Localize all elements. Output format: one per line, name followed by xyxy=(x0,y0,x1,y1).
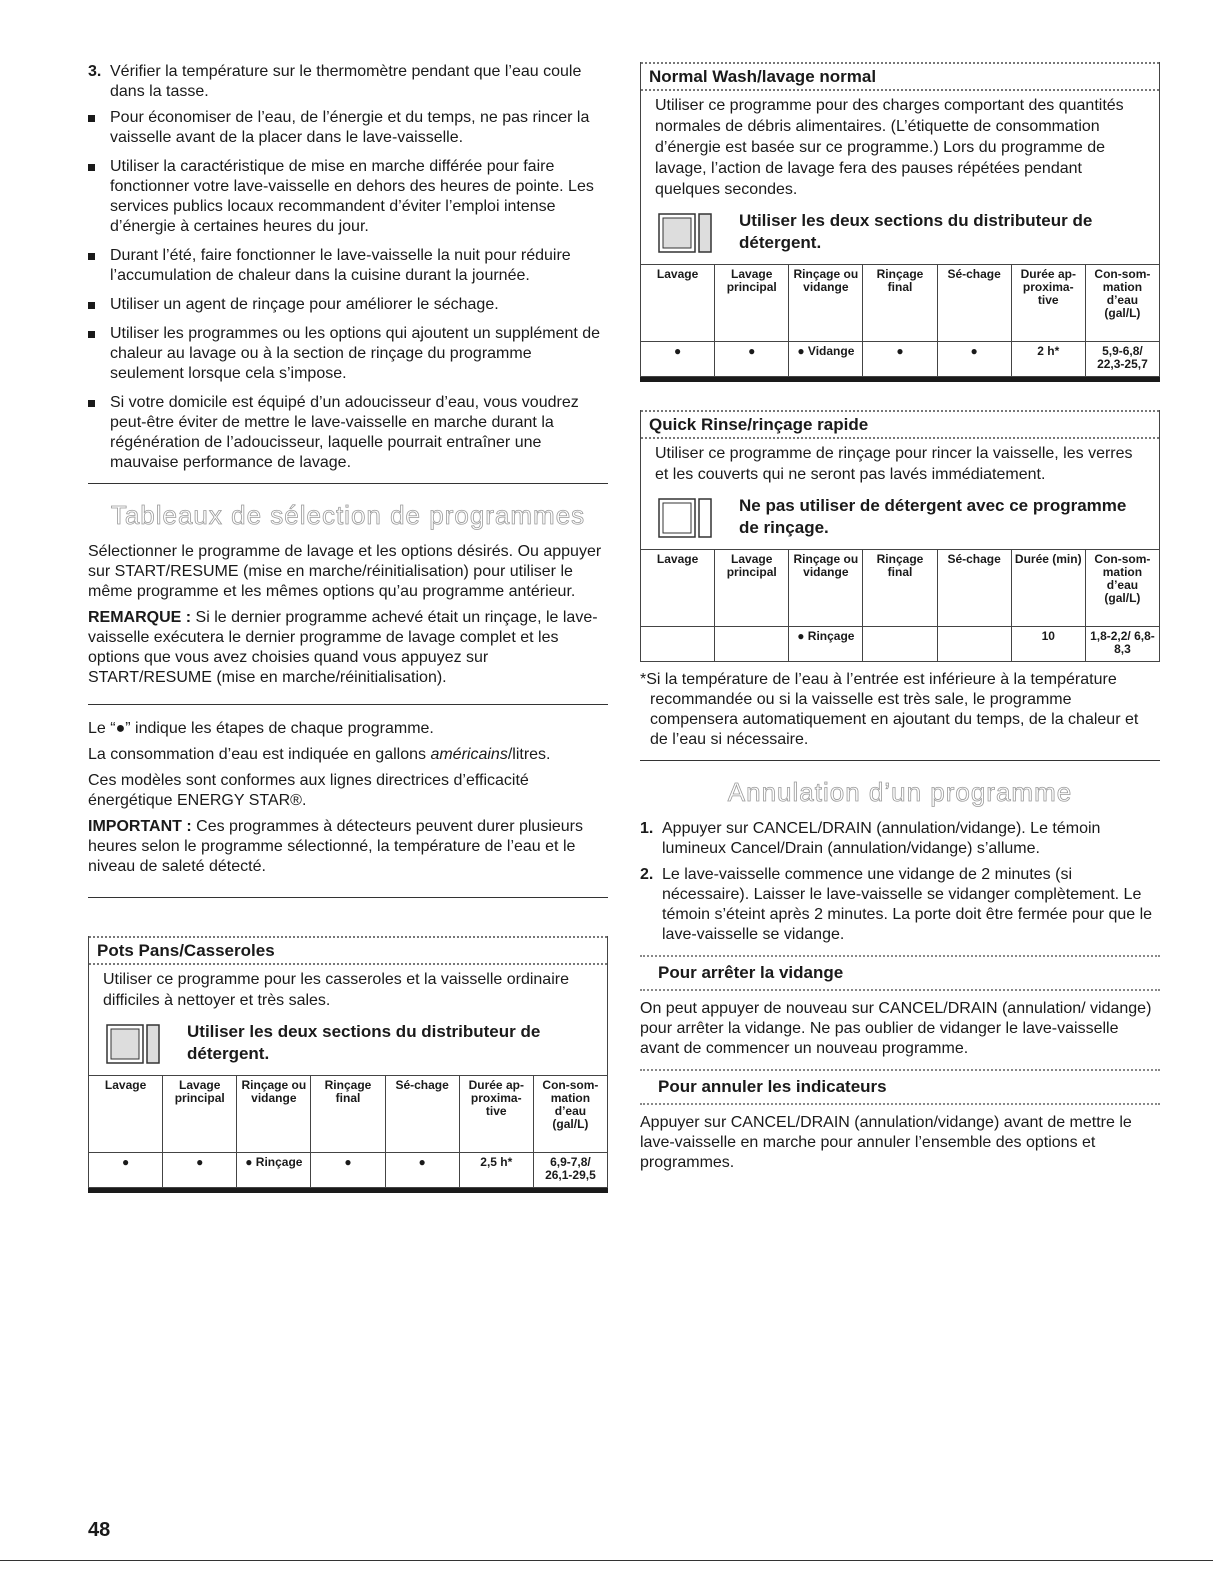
table-row: ● ● ● Vidange ● ● 2 h* 5,9-6,8/ 22,3-25,7 xyxy=(641,342,1160,377)
divider xyxy=(640,760,1160,761)
table-bottom-bar xyxy=(88,1188,608,1193)
divider xyxy=(88,897,608,898)
program-quick-rinse xyxy=(640,410,1160,662)
bullet-square-icon xyxy=(88,331,95,338)
subheading-cancel-indicators: Pour annuler les indicateurs xyxy=(640,1069,1160,1105)
section-title-programs: Tableaux de sélection de programmes xyxy=(110,500,586,530)
program-title: Pots Pans/Casseroles xyxy=(89,936,607,965)
detergent-note: Utiliser les deux sections du distributeur de détergent. xyxy=(89,1017,607,1075)
page-number: 48 xyxy=(88,1519,111,1541)
step-3 xyxy=(88,62,608,102)
remarque-paragraph: REMARQUE : Si le dernier programme achevé était un rinçage, le lave-vaisselle exécutera le dernier programme de lavage complet et les options que vous avez choisies quand vous appuyez sur START/RESUME (mise en marche/réinitialisation). xyxy=(88,609,598,686)
divider xyxy=(88,483,608,484)
list-item: Utiliser la caractéristique de mise en marche différée pour faire fonctionner votre lave-vaisselle en dehors des heures de pointe. Les services publics locaux recommandent d’éviter l’emploi intense d’énergie à certaines heures du jour. xyxy=(88,157,608,237)
program-pots-pans xyxy=(88,936,608,1193)
energy-note: Ces modèles sont conformes aux lignes directrices d’efficacité énergétique ENERGY STAR®. xyxy=(88,772,529,809)
list-item: Utiliser un agent de rinçage pour améliorer le séchage. xyxy=(88,295,608,315)
list-item: Durant l’été, faire fonctionner le lave-vaisselle la nuit pour réduire l’accumulation de chaleur dans la cuisine durant la journée. xyxy=(88,246,608,286)
table-row: ● Rinçage 10 1,8-2,2/ 6,8-8,3 xyxy=(641,627,1160,662)
list-item: Si votre domicile est équipé d’un adoucisseur d’eau, vous voudrez peut-être éviter de mettre le lave-vaisselle en marche durant la régénération de l’adoucisseur, laquelle pourrait entraîner une mauvaise performance de lavage. xyxy=(88,393,608,473)
right-column xyxy=(640,62,1160,1179)
divider xyxy=(88,704,608,705)
section-title-cancel: Annulation d’un programme xyxy=(727,777,1073,807)
table-bottom-bar xyxy=(640,377,1160,382)
tips-list xyxy=(88,108,608,473)
bullet-square-icon xyxy=(88,302,95,309)
no-detergent-dispenser-icon xyxy=(655,495,715,541)
list-item: Pour économiser de l’eau, de l’énergie et du temps, ne pas rincer la vaisselle avant de la placer dans le lave-vaisselle. xyxy=(88,108,608,148)
footer-rule xyxy=(0,1560,1213,1561)
cancel-step-2: 2. Le lave-vaisselle commence une vidange de 2 minutes (si nécessaire). Laisser le lave-vaisselle se vidanger complètement. Le témoin s’éteint après 2 minutes. La porte doit être fermée pour que le lave-vaisselle se vidange. xyxy=(640,866,1153,943)
subheading-stop-drain: Pour arrêter la vidange xyxy=(640,955,1160,991)
footnote: *Si la température de l’eau à l’entrée est inférieure à la température recommandée ou si la vaisselle est très sale, le programme compensera automatiquement en ajoutant du temps, de la chaleur et de l’eau si nécessaire. xyxy=(640,671,1139,748)
program-title: Quick Rinse/rinçage rapide xyxy=(641,410,1159,439)
program-table: Lavage Lavage principal Rinçage ou vidange Rinçage final Sé-chage Durée ap-proxima-tive Con-som-mation d’eau (gal/L) ● ● ● Vidange ● ● 2 h* 5,9-6,8/ 22,3-25,7 xyxy=(640,264,1160,377)
cancel-indicators-text: Appuyer sur CANCEL/DRAIN (annulation/vidange) avant de mettre le lave-vaisselle en marche pour annuler l’ensemble des options et programmes. xyxy=(640,1114,1132,1171)
bullet-square-icon xyxy=(88,400,95,407)
detergent-note: Utiliser les deux sections du distributeur de détergent. xyxy=(641,206,1159,264)
program-normal-wash xyxy=(640,62,1160,382)
water-note: La consommation d’eau est indiquée en gallons américains/litres. xyxy=(88,746,551,763)
list-item: Utiliser les programmes ou les options qui ajoutent un supplément de chaleur au lavage ou à la section de rinçage du programme seulement lorsque cela s’impose. xyxy=(88,324,608,384)
step-number: 3. xyxy=(88,63,102,80)
important-paragraph: IMPORTANT : Ces programmes à détecteurs peuvent durer plusieurs heures selon le programme sélectionné, la température de l’eau et le niveau de saleté détecté. xyxy=(88,818,583,875)
left-column xyxy=(88,62,608,1193)
detergent-dispenser-icon xyxy=(655,210,715,256)
bullet-square-icon xyxy=(88,164,95,171)
stop-drain-text: On peut appuyer de nouveau sur CANCEL/DRAIN (annulation/ vidange) pour arrêter la vidange. Ne pas oublier de vidanger le lave-vaisselle avant de commencer un nouveau programme. xyxy=(640,1000,1152,1057)
program-title: Normal Wash/lavage normal xyxy=(641,62,1159,91)
program-table: Lavage Lavage principal Rinçage ou vidange Rinçage final Sé-chage Durée ap-proxima-tive Con-som-mation d’eau (gal/L) ● ● ● Rinçage ● ● 2,5 h* 6,9-7,8/ 26,1-29,5 xyxy=(88,1075,608,1188)
program-description: Utiliser ce programme de rinçage pour rincer la vaisselle, les verres et les couverts qui ne seront pas lavés immédiatement. xyxy=(655,445,1133,483)
program-description: Utiliser ce programme pour les casseroles et la vaisselle ordinaire difficiles à nettoyer et très sales. xyxy=(103,971,569,1009)
detergent-dispenser-icon xyxy=(103,1021,163,1067)
program-table: Lavage Lavage principal Rinçage ou vidange Rinçage final Sé-chage Durée (min) Con-som-mation d’eau (gal/L) ● Rinçage 10 1,8-2,2/ 6,8-8,3 xyxy=(640,549,1160,662)
intro-paragraph: Sélectionner le programme de lavage et les options désirés. Ou appuyer sur START/RESUME (mise en marche/réinitialisation) pour utiliser le même programme et les mêmes options qu’au programme antérieur. xyxy=(88,543,602,600)
program-description: Utiliser ce programme pour des charges comportant des quantités normales de débris alimentaires. (L’étiquette de consommation d’énergie est basée sur ce programme.) Lors du programme de lavage, l’action de lavage fera des pauses répétées pendant quelques secondes. xyxy=(655,97,1124,198)
dot-legend: Le “●” indique les étapes de chaque programme. xyxy=(88,720,434,737)
table-row: ● ● ● Rinçage ● ● 2,5 h* 6,9-7,8/ 26,1-29,5 xyxy=(89,1153,608,1188)
cancel-step-1: 1. Appuyer sur CANCEL/DRAIN (annulation/vidange). Le témoin lumineux Cancel/Drain (annulation/vidange) s’allume. xyxy=(640,820,1101,857)
bullet-square-icon xyxy=(88,253,95,260)
detergent-note: Ne pas utiliser de détergent avec ce programme de rinçage. xyxy=(641,491,1159,549)
bullet-square-icon xyxy=(88,115,95,122)
step-text: Vérifier la température sur le thermomètre pendant que l’eau coule dans la tasse. xyxy=(110,63,582,100)
